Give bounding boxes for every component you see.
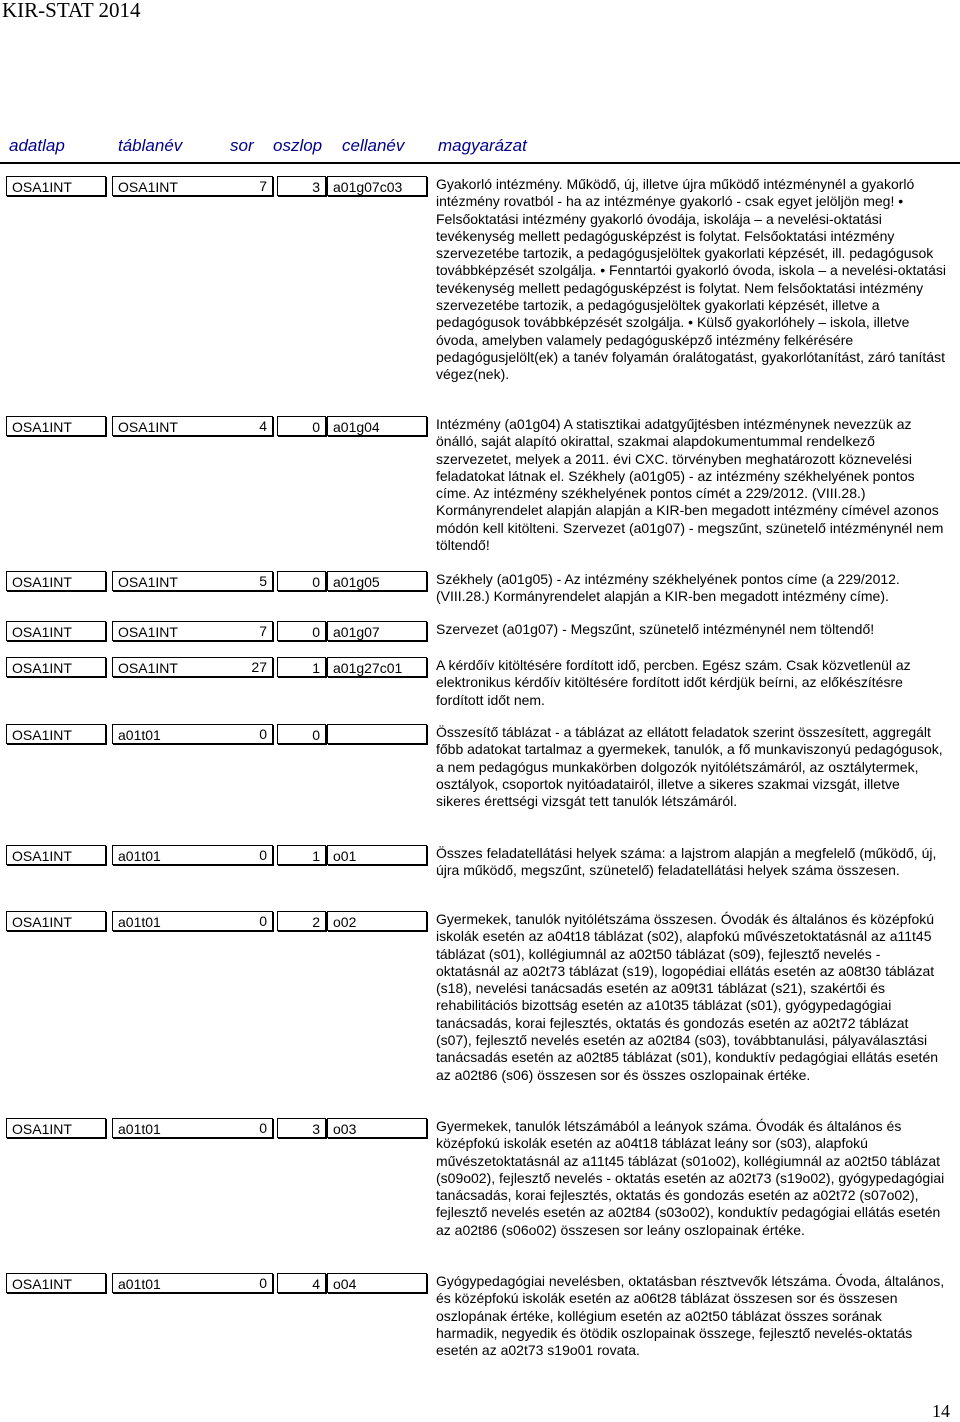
- sor-cell: 0: [259, 913, 267, 929]
- explanation-text: Székhely (a01g05) - Az intézmény székhelyének pontos címe (a 229/2012. (VIII.28.) Kormányrendelet alapján a KIR-ben megadott intézmény címe).: [436, 571, 900, 605]
- cellanev-cell: o02: [327, 911, 427, 931]
- oszlop-cell: 1: [277, 657, 326, 677]
- adatlap-cell: OSA1INT: [6, 845, 106, 865]
- oszlop-cell: 1: [277, 845, 326, 865]
- oszlop-cell: 3: [277, 176, 326, 196]
- adatlap-cell: OSA1INT: [6, 1273, 106, 1293]
- tablanev-text: OSA1INT: [118, 624, 178, 640]
- explanation-text: Gyógypedagógiai nevelésben, oktatásban résztvevők létszáma. Óvoda, általános, és középfokú iskolák esetén az a06t28 táblázat összesen sor és összesen oszlopának értéke, kollégium esetén az a02t50 táblázat összes sorának harmadik, negyedik és ötödik oszlopainak összege, fejlesztő nevelés-oktatás esetén az a02t73 s19o01 rovata.: [436, 1273, 945, 1359]
- sor-cell: 4: [259, 418, 267, 434]
- oszlop-cell: 0: [277, 621, 326, 641]
- adatlap-cell: OSA1INT: [6, 176, 106, 196]
- sor-cell: 27: [251, 659, 267, 675]
- sor-cell: 7: [259, 623, 267, 639]
- tablanev-text: a01t01: [118, 1276, 161, 1292]
- cellanev-cell: o04: [327, 1273, 427, 1293]
- page-number: 14: [932, 1401, 950, 1421]
- adatlap-cell: OSA1INT: [6, 416, 106, 436]
- tablanev-text: a01t01: [118, 914, 161, 930]
- cellanev-cell: o01: [327, 845, 427, 865]
- column-header-row: [0, 134, 960, 164]
- cellanev-cell: a01g07: [327, 621, 427, 641]
- document-title: KIR-STAT 2014: [2, 0, 141, 22]
- explanation-text: Gyermekek, tanulók létszámából a leányok száma. Óvodák és általános és középfokú iskolák esetén az a04t18 táblázat leány sor (s03), alapfokú művészetoktatásnál az a11t45 táblázat (s01o02), kollégiumnál az a02t50 táblázat (s09o02), fejlesztő nevelés - oktatás esetén az a02t73 (s19o02), gyógypedagógiai tanácsadás, korai fejlesztés, oktatás és gondozás esetén az a02t72 (s07o02), fejlesztő nevelés esetén az a02t84 (s03o02), konduktív pedagógiai ellátás esetén az a02t86 (s06o02) összesen sor leány oszlopainak értéke.: [436, 1118, 945, 1238]
- tablanev-text: OSA1INT: [118, 179, 178, 195]
- column-header-oszlop: oszlop: [273, 136, 323, 155]
- explanation-text: Szervezet (a01g07) - Megszűnt, szünetelő intézménynél nem töltendő!: [436, 621, 875, 637]
- sor-cell: 0: [259, 1120, 267, 1136]
- adatlap-cell: OSA1INT: [6, 657, 106, 677]
- cellanev-cell: [327, 724, 427, 744]
- explanation-text: Összesítő táblázat - a táblázat az ellátott feladatok szerint összesített, aggregált főbb adatokat tartalmaz a gyermekek, tanulók, a fő munkaviszonyú pedagógusok, a nem pedagógus munkakörben dolgozók nyitólétszámáról, az osztálytermek, osztályok, csoportok nyitóadatairól, illetve a sikeres szakmai vizsgát, illetve sikeres érettségi vizsgát tett tanulók létszámáról.: [436, 724, 943, 810]
- adatlap-cell: OSA1INT: [6, 911, 106, 931]
- cellanev-cell: a01g07c03: [327, 176, 427, 196]
- explanation-text: Gyermekek, tanulók nyitólétszáma összesen. Óvodák és általános és középfokú iskolák esetén az a04t18 táblázat (s02), alapfokú művészetoktatásnál az a11t45 táblázat (s01), kollégiumnál az a02t50 táblázat (s09), fejlesztő nevelés - oktatásnál az a02t73 táblázat (s19), logopédiai ellátás esetén az a08t30 táblázat (s18), nevelési tanácsadás esetén az a09t31 táblázat (s21), szakértői és rehabilitációs bizottság esetén az a10t35 táblázat (s01), gyógypedagógiai tanácsadás, korai fejlesztés, oktatás és gondozás esetén az a02t72 táblázat (s07), fejlesztő nevelés esetén az a02t84 (s03), továbbtanulási, pályaválasztási tanácsadás esetén az a02t85 táblázat (s01), konduktív pedagógiai ellátás esetén az a02t86 (s06) összesen sor és összes oszlopainak értéke.: [436, 911, 939, 1083]
- cellanev-cell: a01g04: [327, 416, 427, 436]
- explanation-text: A kérdőív kitöltésére fordított idő, percben. Egész szám. Csak közvetlenül az elektronikus kérdőív kitöltésére fordított időt kérdjük beírni, az előkészítésre fordított időt nem.: [436, 657, 911, 708]
- adatlap-cell: OSA1INT: [6, 724, 106, 744]
- tablanev-text: a01t01: [118, 848, 161, 864]
- explanation-text: Összes feladatellátási helyek száma: a lajstrom alapján a megfelelő (működő, új, újra működő, megszűnt, szünetelő) feladatellátási helyek száma összesen.: [436, 845, 937, 879]
- adatlap-cell: OSA1INT: [6, 571, 106, 591]
- sor-cell: 0: [259, 1275, 267, 1291]
- sor-cell: 0: [259, 726, 267, 742]
- column-header-cellanev: cellanév: [342, 136, 405, 155]
- column-header-sor: sor: [230, 136, 254, 155]
- adatlap-cell: OSA1INT: [6, 621, 106, 641]
- oszlop-cell: 2: [277, 911, 326, 931]
- adatlap-cell: OSA1INT: [6, 1118, 106, 1138]
- column-header-magyarazat: magyarázat: [438, 136, 527, 155]
- oszlop-cell: 0: [277, 416, 326, 436]
- tablanev-text: OSA1INT: [118, 660, 178, 676]
- explanation-text: Intézmény (a01g04) A statisztikai adatgyűjtésben intézménynek nevezzük az önálló, saját alapító okirattal, szakmai alapdokumentummal rendelkező szervezetet, melyek a 2011. évi CXC. törvényben meghatározott köznevelési feladatokat látnak el. Székhely (a01g05) - az intézmény székhelyének pontos címe. Az intézmény székhelyének pontos címét a 229/2012. (VIII.28.) Kormányrendelet alapján alapján a KIR-ben megadott intézmény címével azonos módón kell kitölteni. Szervezet (a01g07) - megszűnt, szünetelő intézménynél nem töltendő!: [436, 416, 944, 554]
- column-header-adatlap: adatlap: [9, 136, 65, 155]
- column-header-tablanev: táblanév: [118, 136, 183, 155]
- oszlop-cell: 0: [277, 571, 326, 591]
- sor-cell: 7: [259, 178, 267, 194]
- tablanev-text: a01t01: [118, 727, 161, 743]
- cellanev-cell: o03: [327, 1118, 427, 1138]
- oszlop-cell: 4: [277, 1273, 326, 1293]
- oszlop-cell: 0: [277, 724, 326, 744]
- sor-cell: 5: [259, 573, 267, 589]
- sor-cell: 0: [259, 847, 267, 863]
- tablanev-text: OSA1INT: [118, 419, 178, 435]
- cellanev-cell: a01g05: [327, 571, 427, 591]
- oszlop-cell: 3: [277, 1118, 326, 1138]
- tablanev-text: OSA1INT: [118, 574, 178, 590]
- cellanev-cell: a01g27c01: [327, 657, 427, 677]
- tablanev-text: a01t01: [118, 1121, 161, 1137]
- explanation-text: Gyakorló intézmény. Működő, új, illetve újra működő intézménynél a gyakorló intézmény rovatból - ha az intézménye gyakorló - csak egyet jelöljön meg! • Felsőoktatási intézmény gyakorló óvodája, iskolája – a nevelési-oktatási tevékenység mellett pedagógusképzést is folytat. Felsőoktatási intézmény szervezetébe tartozik, a pedagógusjelöltek gyakorlati képzését, ill. pedagógusok továbbképzését szolgálja. • Fenntartói gyakorló óvoda, iskola – a nevelési-oktatási tevékenység mellett pedagógusképzést is folytat. Nem felsőoktatási intézmény szervezetébe tartozik, a pedagógusjelöltek gyakorlati képzését, illetve a pedagógusok továbbképzését szolgálja. • Külső gyakorlóhely – iskola, illetve óvoda, amelyben valamely pedagógusképző intézmény felkérésére pedagógusjelölt(ek) a tanév folyamán óralátogatást, gyakorlótanítást, záró tanítást végez(nek).: [436, 176, 946, 383]
